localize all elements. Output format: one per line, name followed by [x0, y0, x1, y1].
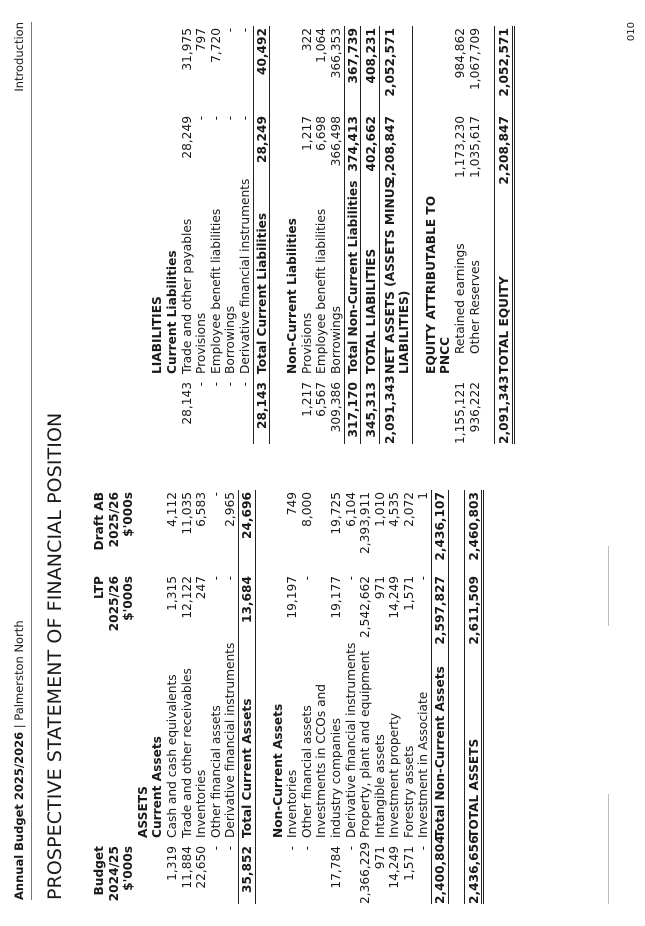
draft-value: 1,064	[314, 28, 329, 63]
budget-value: 22,650	[194, 846, 209, 889]
ltp-value: 2,611,509	[466, 576, 481, 645]
draft-column-heading: $'000s	[121, 492, 136, 537]
draft-column-heading: 2025/26	[106, 492, 121, 548]
budget-column-heading: $'000s	[121, 846, 136, 891]
budget-value: 11,884	[179, 846, 194, 889]
current-assets-heading	[150, 454, 165, 904]
ltp-value: -	[343, 576, 358, 581]
line-label: Borrowings	[328, 306, 343, 374]
budget-value: 1,155,121	[453, 381, 468, 444]
header-separator: |	[12, 720, 26, 732]
draft-value: 40,492	[254, 28, 269, 76]
budget-value: -	[285, 846, 300, 851]
draft-column-heading: Draft AB	[92, 492, 106, 551]
ltp-value: 2,542,662	[358, 576, 373, 639]
net-assets-label-continued: LIABILITIES)	[397, 290, 412, 374]
ltp-value: -	[223, 116, 238, 121]
net-assets-label: NET ASSETS (ASSETS MINUS	[382, 179, 397, 374]
ltp-value: 14,249	[387, 576, 402, 619]
total-noncurrent-liabilities-row	[346, 19, 361, 444]
draft-value: 2,393,911	[358, 492, 373, 555]
budget-value: 2,366,229	[358, 841, 373, 904]
draft-value: 2,436,107	[433, 492, 448, 561]
budget-column-heading: 2024/25	[106, 846, 121, 902]
budget-value: -	[223, 382, 238, 387]
line-label: Borrowings	[223, 306, 238, 374]
line-label: Provisions	[194, 312, 209, 374]
budget-value: 28,143	[254, 382, 269, 430]
draft-value: 366,353	[328, 28, 343, 79]
net-assets-row	[383, 19, 398, 444]
assets-heading-text: ASSETS	[135, 786, 150, 838]
current-liability-row	[194, 19, 209, 444]
noncurrent-assets-heading-text: Non-Current Assets	[270, 703, 285, 838]
ltp-value: 28,249	[254, 116, 269, 164]
line-label: industry companies	[328, 718, 343, 838]
section-name: Introduction	[12, 22, 26, 92]
council-name: Palmerston North	[12, 620, 26, 721]
line-label: Total Non-Current Assets	[433, 666, 448, 838]
page-number: 010	[626, 22, 637, 42]
current-asset-row	[209, 454, 224, 904]
ltp-value: 1,173,230	[453, 116, 468, 179]
line-label: Other Reserves	[467, 260, 482, 354]
ltp-value: -	[416, 576, 431, 581]
current-liability-row	[223, 19, 238, 444]
budget-value: 35,852	[239, 846, 254, 894]
draft-value: 984,862	[453, 28, 468, 79]
noncurrent-asset-row	[300, 454, 315, 904]
noncurrent-asset-row	[358, 454, 373, 904]
budget-value: -	[299, 846, 314, 851]
total-noncurrent-assets-row	[433, 454, 448, 904]
noncurrent-asset-row	[373, 454, 388, 904]
line-label: Total Current Liabilities	[254, 212, 269, 374]
equity-row	[468, 19, 483, 444]
draft-value: 24,696	[239, 492, 254, 540]
line-label: Derivative financial instruments	[223, 642, 238, 838]
budget-column-heading: Budget	[92, 846, 106, 896]
noncurrent-asset-row	[416, 454, 431, 904]
draft-value: 408,231	[364, 28, 379, 84]
draft-value: -	[223, 28, 238, 33]
ltp-value: 247	[194, 576, 209, 600]
noncurrent-asset-row	[402, 454, 417, 904]
ltp-value: 1,571	[401, 576, 416, 611]
ltp-value: -	[208, 576, 223, 581]
budget-value: 2,091,343	[382, 375, 397, 444]
liabilities-heading-text: LIABILITIES	[150, 296, 165, 374]
ltp-value: 374,413	[345, 116, 360, 172]
line-label: Forestry assets	[401, 745, 416, 838]
ltp-value: 2,208,847	[382, 116, 397, 185]
total-liabilities-row	[364, 19, 379, 444]
budget-value: 936,222	[467, 382, 482, 433]
ltp-value: 6,698	[314, 116, 329, 151]
draft-value: 2,052,571	[382, 28, 397, 97]
ltp-value: -	[194, 116, 209, 121]
draft-value: -	[208, 492, 223, 497]
ltp-value: 971	[372, 576, 387, 600]
spacer	[482, 19, 494, 444]
ltp-value: -	[237, 116, 252, 121]
draft-value: 749	[285, 492, 300, 516]
current-assets-heading-text: Current Assets	[150, 736, 165, 838]
current-liabilities-heading-text: Current Liabilities	[164, 250, 179, 374]
line-label: Retained earnings	[453, 243, 468, 354]
budget-value: 971	[372, 846, 387, 870]
ltp-value: 1,217	[299, 116, 314, 151]
ltp-value: 1,035,617	[467, 116, 482, 179]
noncurrent-asset-row	[344, 454, 359, 904]
line-label: Trade and other receivables	[179, 668, 194, 838]
draft-value: 1	[416, 492, 431, 500]
noncurrent-assets-heading	[271, 454, 286, 904]
line-label: Investments in CCOs and	[314, 683, 329, 838]
noncurrent-liabilities-heading	[285, 19, 300, 444]
draft-value: 11,035	[179, 492, 194, 535]
net-assets-row-continued	[397, 19, 412, 444]
noncurrent-liability-row	[329, 19, 344, 444]
draft-value: 2,072	[401, 492, 416, 527]
budget-value: 2,436,656	[466, 835, 481, 904]
budget-value: -	[223, 846, 238, 851]
noncurrent-asset-row	[285, 454, 300, 904]
draft-value: 4,112	[164, 492, 179, 527]
spacer	[448, 454, 464, 904]
noncurrent-asset-row	[387, 454, 402, 904]
ltp-value: 402,662	[364, 116, 379, 172]
ltp-value: 13,684	[239, 576, 254, 624]
draft-value: -	[237, 28, 252, 33]
current-liabilities-heading	[165, 19, 180, 444]
budget-value: -	[208, 382, 223, 387]
noncurrent-liability-row	[314, 19, 329, 444]
ltp-value: 19,177	[328, 576, 343, 619]
budget-value: 2,091,343	[497, 375, 512, 444]
current-liability-row	[238, 19, 253, 444]
budget-value: -	[416, 846, 431, 851]
draft-value: 6,104	[343, 492, 358, 527]
budget-value: 14,249	[387, 846, 402, 889]
total-assets-row	[467, 454, 482, 904]
draft-value: 4,535	[387, 492, 402, 527]
document-title: Annual Budget 2025/2026	[12, 731, 26, 900]
equity-row	[453, 19, 468, 444]
ltp-column-heading: $'000s	[121, 576, 136, 621]
assets-table	[92, 454, 483, 904]
draft-value: 1,067,709	[467, 28, 482, 91]
line-label: Derivative financial instruments	[343, 642, 358, 838]
total-current-assets-row	[240, 454, 255, 904]
ltp-value: 2,597,827	[433, 576, 448, 645]
spacer	[412, 19, 424, 444]
column-heading-row	[107, 454, 122, 904]
line-label: Inventories	[285, 769, 300, 838]
line-label: Investment in Associate	[416, 691, 431, 838]
spacer	[255, 454, 271, 904]
ltp-value: 28,249	[179, 116, 194, 159]
spacer	[269, 19, 285, 444]
budget-value: -	[208, 846, 223, 851]
current-asset-row	[165, 454, 180, 904]
line-label: Total Current Assets	[239, 698, 254, 838]
line-label: TOTAL LIABILITIES	[364, 248, 379, 374]
current-asset-row	[194, 454, 209, 904]
draft-value: 1,010	[372, 492, 387, 527]
line-label: Derivative financial instruments	[237, 178, 252, 374]
budget-value: 6,567	[314, 382, 329, 417]
ltp-value: 2,208,847	[497, 116, 512, 185]
ltp-value: -	[208, 116, 223, 121]
current-asset-row	[223, 454, 238, 904]
budget-value: 317,170	[345, 382, 360, 438]
line-label: Trade and other payables	[179, 218, 194, 374]
equity-heading	[424, 19, 439, 444]
column-heading-row	[121, 454, 136, 904]
draft-value: 31,975	[179, 28, 194, 71]
line-label: Intangible assets	[372, 734, 387, 838]
budget-value: -	[343, 846, 358, 851]
footer-rule-2	[608, 546, 609, 626]
noncurrent-liability-row	[300, 19, 315, 444]
line-label: Other financial assets	[299, 705, 314, 838]
ltp-value: 19,197	[285, 576, 300, 619]
running-header	[12, 620, 26, 900]
page-title: PROSPECTIVE STATEMENT OF FINANCIAL POSITION	[44, 412, 66, 900]
draft-value: 797	[194, 28, 209, 52]
current-liability-row	[180, 19, 195, 444]
line-label: Cash and cash equivalents	[164, 674, 179, 838]
equity-heading-continued-text: PNCC	[438, 336, 453, 374]
budget-value: -	[237, 382, 252, 387]
budget-value: 345,313	[364, 382, 379, 438]
budget-value: 17,784	[328, 846, 343, 889]
line-label: Other financial assets	[208, 705, 223, 838]
line-label: Employee benefit liabilities	[314, 208, 329, 374]
current-asset-row	[180, 454, 195, 904]
budget-value: 1,319	[164, 846, 179, 881]
equity-heading-text: EQUITY ATTRIBUTABLE TO	[423, 195, 438, 374]
ltp-value: 1,315	[164, 576, 179, 611]
liabilities-heading	[150, 19, 165, 444]
line-label: TOTAL EQUITY	[497, 276, 512, 374]
draft-value: 2,965	[223, 492, 238, 527]
budget-value: 2,400,804	[433, 835, 448, 904]
budget-value: 309,386	[328, 382, 343, 433]
assets-heading	[136, 454, 151, 904]
spacer	[92, 19, 150, 444]
equity-heading-continued	[438, 19, 453, 444]
ltp-value: -	[299, 576, 314, 581]
draft-value: 367,739	[345, 28, 360, 84]
draft-value: 2,460,803	[466, 492, 481, 561]
line-label: TOTAL ASSETS	[466, 738, 481, 838]
ltp-column-heading: 2025/26	[106, 576, 121, 632]
ltp-column-heading: LTP	[92, 576, 106, 599]
ltp-value: 12,122	[179, 576, 194, 619]
draft-value: 19,725	[328, 492, 343, 535]
draft-value: 2,052,571	[497, 28, 512, 97]
total-current-liabilities-row	[255, 19, 270, 444]
line-label: Inventories	[194, 769, 209, 838]
draft-value: 8,000	[299, 492, 314, 527]
line-label: Investment property	[387, 712, 402, 838]
liabilities-equity-table	[92, 19, 514, 444]
noncurrent-liabilities-heading-text: Non-Current Liabilities	[285, 218, 300, 374]
budget-value: -	[194, 382, 209, 387]
ltp-value: 366,498	[328, 116, 343, 167]
noncurrent-asset-row	[314, 454, 329, 904]
budget-value: 1,571	[401, 846, 416, 881]
line-label: Provisions	[299, 312, 314, 374]
column-heading-row	[92, 454, 107, 904]
draft-value: 322	[299, 28, 314, 52]
line-label: Employee benefit liabilities	[208, 208, 223, 374]
line-label: Property, plant and equipment	[358, 650, 373, 838]
noncurrent-asset-row	[329, 454, 344, 904]
draft-value: 7,720	[208, 28, 223, 63]
ltp-value: -	[223, 576, 238, 581]
header-rule	[31, 22, 32, 900]
footer-rule-1	[608, 794, 609, 904]
line-label: Total Non-Current Liabilities	[345, 180, 360, 374]
current-liability-row	[209, 19, 224, 444]
total-equity-row	[497, 19, 512, 444]
budget-value: 1,217	[299, 382, 314, 417]
draft-value: 6,583	[194, 492, 209, 527]
budget-value: 28,143	[179, 382, 194, 425]
